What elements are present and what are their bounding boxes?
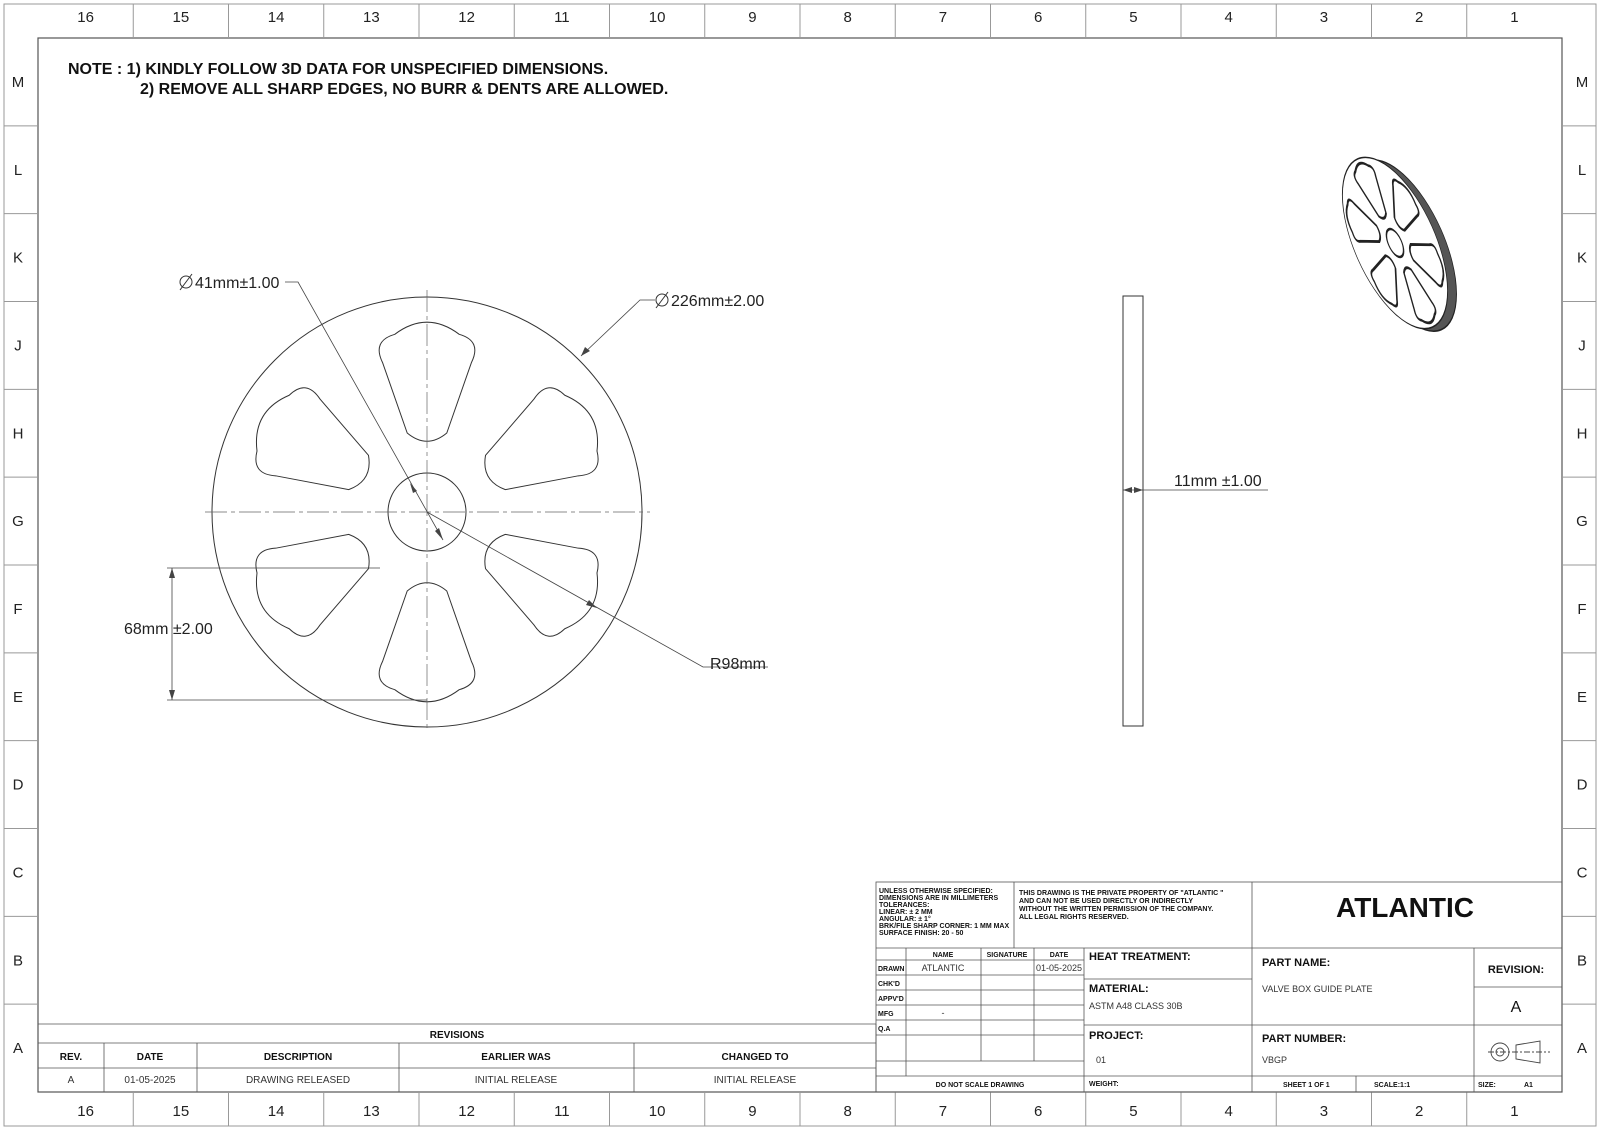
zone-column-label: 2 [1414, 9, 1424, 26]
tolerance-line-1: UNLESS OTHERWISE SPECIFIED: [879, 888, 993, 895]
tolerance-line-4: LINEAR: ± 2 MM [879, 909, 933, 916]
zone-column-label: 9 [748, 1103, 757, 1120]
zone-row-label: K [1576, 249, 1588, 267]
zone-column-label: 14 [267, 1103, 285, 1120]
zone-row-label: M [11, 73, 25, 91]
zone-column-label: 16 [77, 9, 94, 26]
isometric-view [1321, 140, 1479, 349]
third-angle-projection-icon [1488, 1041, 1550, 1063]
notice-line-4: ALL LEGAL RIGHTS RESERVED. [1019, 914, 1129, 921]
thickness-label: 11mm ±1.00 [1174, 473, 1262, 490]
rev-row-earlier: INITIAL RELEASE [474, 1075, 558, 1086]
zone-row-label: A [12, 1040, 24, 1058]
part-name-label: PART NAME: [1262, 957, 1331, 969]
hub-arrow-2 [410, 483, 417, 493]
hub-arrow [435, 528, 443, 540]
tolerance-line-7: SURFACE FINISH: 20 - 50 [879, 930, 964, 937]
zone-column-label: 15 [172, 1103, 190, 1120]
weight-label: WEIGHT: [1089, 1081, 1119, 1088]
zone-row-label: F [1577, 600, 1587, 618]
sign-role-mfg: MFG [878, 1011, 894, 1018]
side-profile [1123, 296, 1143, 726]
spoke-cutout [464, 376, 615, 518]
rev-header-rev: REV. [59, 1052, 83, 1063]
zone-row-label: D [12, 776, 24, 794]
spoke-cutout [239, 376, 390, 518]
zone-row-label: G [1576, 513, 1588, 531]
zone-column-label: 5 [1129, 1103, 1138, 1120]
cutout-height-label: 68mm ±2.00 [124, 621, 213, 638]
zone-row-label: J [14, 337, 22, 355]
zone-column-label: 16 [77, 1103, 94, 1120]
material-label: MATERIAL: [1089, 983, 1149, 995]
tolerance-line-5: ANGULAR: ± 1° [879, 916, 931, 923]
scale-label: SCALE:1:1 [1374, 1082, 1411, 1089]
zone-row-label: E [1576, 688, 1588, 706]
notice-line-2: AND CAN NOT BE USED DIRECTLY OR INDIRECTLY [1019, 898, 1193, 905]
size-value: A1 [1524, 1082, 1533, 1089]
revision-label: REVISION: [1487, 964, 1545, 976]
zone-row-label: C [12, 864, 24, 882]
sheet-label: SHEET 1 OF 1 [1283, 1082, 1330, 1089]
sign-role-qa: Q.A [878, 1026, 891, 1033]
zone-column-label: 14 [267, 9, 285, 26]
heat-treatment-label: HEAT TREATMENT: [1089, 951, 1191, 963]
rev-row-description: DRAWING RELEASED [245, 1075, 351, 1086]
sign-name-mfg: - [941, 1008, 945, 1018]
zone-row-label: B [1576, 952, 1588, 970]
zone-row-label: H [1576, 425, 1588, 443]
part-number-value: VBGP [1262, 1055, 1288, 1065]
thickness-arrow-left [1123, 487, 1132, 493]
thickness-arrow-right [1134, 487, 1143, 493]
sign-header-date: DATE [1049, 952, 1069, 959]
zone-column-label: 11 [554, 9, 570, 26]
size-label: SIZE: [1478, 1082, 1496, 1089]
sign-header-signature: SIGNATURE [986, 952, 1028, 959]
rev-row-date: 01-05-2025 [124, 1075, 176, 1086]
spoke-cutout [464, 506, 615, 648]
zone-column-label: 5 [1129, 9, 1138, 26]
zone-column-label: 4 [1224, 9, 1233, 26]
part-name-value: VALVE BOX GUIDE PLATE [1262, 984, 1373, 994]
zone-column-label: 1 [1510, 9, 1519, 26]
part-number-label: PART NUMBER: [1262, 1033, 1347, 1045]
zone-column-label: 8 [843, 1103, 852, 1120]
tolerance-line-6: BRK/FILE SHARP CORNER: 1 MM MAX [879, 923, 1010, 930]
side-view [1123, 296, 1268, 726]
zone-row-label: J [1578, 337, 1586, 355]
sign-role-checked: CHK'D [878, 981, 900, 988]
project-label: PROJECT: [1089, 1030, 1144, 1042]
zone-row-label: L [13, 161, 23, 179]
sign-header-name: NAME [932, 952, 954, 959]
zone-row-label: A [1576, 1040, 1588, 1058]
radius-label: R98mm [710, 656, 767, 673]
sign-date-drawn: 01-05-2025 [1036, 963, 1083, 973]
revision-value: A [1510, 999, 1522, 1016]
hub-diameter-label: 41mm±1.00 [195, 275, 280, 292]
zone-column-label: 6 [1033, 9, 1043, 26]
company-name: ATLANTIC [1336, 892, 1474, 923]
inner-border [38, 38, 1562, 1092]
zone-column-label: 10 [648, 9, 666, 26]
zone-row-label: C [1576, 864, 1588, 882]
zone-column-label: 1 [1510, 1103, 1519, 1120]
zone-column-label: 10 [648, 1103, 666, 1120]
zone-row-label: D [1576, 776, 1588, 794]
zone-row-label: L [1577, 161, 1587, 179]
sign-role-drawn: DRAWN [878, 966, 905, 973]
zone-column-label: 8 [843, 9, 852, 26]
project-value: 01 [1096, 1055, 1107, 1065]
zone-column-label: 13 [363, 1103, 380, 1120]
zone-row-label: K [12, 249, 24, 267]
rev-header-earlier: EARLIER WAS [481, 1052, 551, 1063]
zone-row-label: B [12, 952, 24, 970]
spoke-cutout [239, 506, 390, 648]
zone-column-label: 6 [1033, 1103, 1043, 1120]
rev-header-description: DESCRIPTION [263, 1052, 333, 1063]
material-value: ASTM A48 CLASS 30B [1089, 1001, 1183, 1011]
zone-column-label: 11 [554, 1103, 570, 1120]
zone-column-label: 4 [1224, 1103, 1233, 1120]
tolerance-line-2: DIMENSIONS ARE IN MILLIMETERS [879, 895, 999, 902]
zone-column-label: 15 [172, 9, 190, 26]
zone-column-label: 2 [1414, 1103, 1424, 1120]
zone-column-label: 3 [1319, 9, 1329, 26]
revisions-title: REVISIONS [429, 1030, 485, 1041]
zone-row-label: G [12, 513, 24, 531]
zone-column-label: 13 [363, 9, 380, 26]
zone-row-label: E [12, 688, 24, 706]
outer-diameter-label: 226mm±2.00 [671, 293, 765, 310]
sign-role-approved: APPV'D [878, 996, 904, 1003]
note-line-2: 2) REMOVE ALL SHARP EDGES, NO BURR & DENTS ARE ALLOWED. [140, 81, 669, 98]
rev-row-changed: INITIAL RELEASE [713, 1075, 797, 1086]
zone-column-label: 7 [938, 9, 948, 26]
dim-arrow-bottom [169, 690, 175, 700]
zone-column-label: 12 [458, 9, 475, 26]
zone-column-label: 12 [458, 1103, 475, 1120]
zone-column-label: 9 [748, 9, 757, 26]
zone-column-label: 7 [938, 1103, 948, 1120]
do-not-scale-note: DO NOT SCALE DRAWING [935, 1082, 1025, 1089]
tolerance-line-3: TOLERANCES: [879, 902, 930, 909]
dim-arrow-top [169, 568, 175, 578]
rev-header-changed: CHANGED TO [721, 1052, 789, 1063]
hub-diameter-leader [285, 282, 443, 540]
notice-line-1: THIS DRAWING IS THE PRIVATE PROPERTY OF "ATLANTIC " [1019, 890, 1224, 897]
front-view [167, 282, 768, 730]
zone-column-label: 3 [1319, 1103, 1329, 1120]
sign-name-drawn: ATLANTIC [921, 963, 965, 973]
zone-row-label: H [12, 425, 24, 443]
outer-diameter-leader [581, 300, 655, 356]
rev-header-date: DATE [136, 1052, 164, 1063]
zone-row-label: M [1575, 73, 1589, 91]
note-line-1: NOTE : 1) KINDLY FOLLOW 3D DATA FOR UNSPECIFIED DIMENSIONS. [68, 61, 609, 78]
notice-line-3: WITHOUT THE WRITTEN PERMISSION OF THE COMPANY. [1019, 906, 1214, 913]
rev-row-rev: A [67, 1075, 75, 1086]
zone-row-label: F [13, 600, 23, 618]
